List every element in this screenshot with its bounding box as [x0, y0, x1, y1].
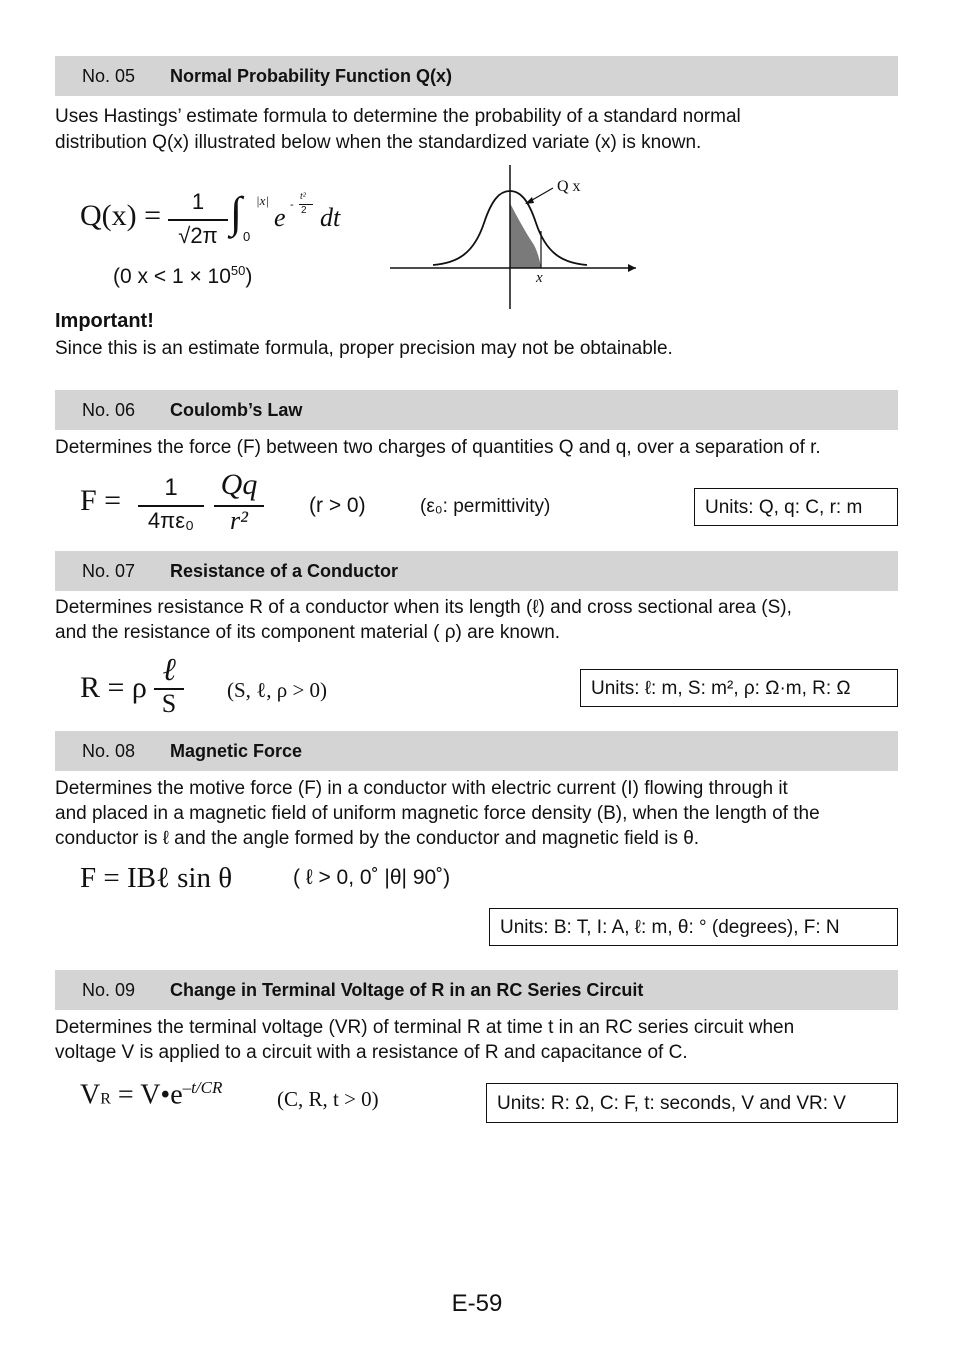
condition: (S, ℓ, ρ > 0): [227, 678, 328, 702]
formula-numerator: 1: [164, 474, 178, 501]
section-header-06: [55, 390, 898, 430]
formula-dt: dt: [320, 203, 341, 232]
formula-mid: = V•e: [110, 1079, 183, 1111]
section-title: Resistance of a Conductor: [170, 561, 399, 581]
formula-lhs: F =: [80, 484, 122, 517]
formula-v: V: [80, 1079, 101, 1111]
integral-lower-limit: 0: [243, 229, 251, 244]
section-title: Normal Probability Function Q(x): [170, 66, 453, 86]
section-number: No. 05: [82, 66, 136, 86]
formula-e: e: [274, 203, 286, 232]
condition: (C, R, t > 0): [277, 1087, 379, 1111]
formula-subscript: R: [100, 1090, 111, 1108]
important-heading: Important!: [55, 310, 154, 332]
formula-denominator: √2π: [178, 223, 218, 248]
formula-denominator: 4πε₀: [147, 508, 195, 533]
formula-lhs: R = ρ: [80, 671, 147, 704]
formula-terminal-voltage: [80, 1078, 222, 1111]
description-line: Determines the motive force (F) in a conductor with electric current (I) flowing through it: [55, 778, 788, 799]
description-line: conductor is ℓ and the angle formed by the conductor and magnetic field is θ.: [55, 828, 700, 849]
important-text: Since this is an estimate formula, proper precision may not be obtainable.: [55, 338, 673, 359]
description-line: Determines the terminal voltage (VR) of terminal R at time t in an RC series circuit when: [55, 1017, 795, 1038]
description-line: and the resistance of its component material ( ρ) are known.: [55, 622, 561, 643]
exponent-denominator: 2: [301, 205, 307, 216]
formula-numerator: ℓ: [162, 651, 176, 687]
section-header-09: [55, 970, 898, 1010]
permittivity-note: (ε₀: permittivity): [420, 496, 551, 517]
section-header-07: [55, 551, 898, 591]
page-number: E-59: [451, 1290, 503, 1317]
exponent-numerator: t²: [300, 191, 306, 202]
units-box: Units: B: T, I: A, ℓ: m, θ: ° (degrees), F: N: [489, 908, 898, 946]
description-line: Determines resistance R of a conductor when its length (ℓ) and cross sectional area (S),: [55, 597, 792, 618]
formula-range: [113, 263, 252, 289]
normal-distribution-graph: [388, 163, 648, 313]
section-title: Change in Terminal Voltage of R in an RC Series Circuit: [170, 980, 644, 1000]
formula-numerator: Qq: [220, 468, 258, 501]
section-header-05: [55, 56, 898, 96]
formula-exponent: –t/CR: [182, 1078, 223, 1097]
integral-sign: ∫: [230, 188, 243, 237]
units-box: Units: ℓ: m, S: m², ρ: Ω·m, R: Ω: [580, 669, 898, 707]
section-number: No. 09: [82, 980, 136, 1000]
formula-magnetic-force: F = IBℓ sin θ: [80, 862, 233, 894]
formula-numerator: 1: [191, 189, 205, 214]
section-header-08: [55, 731, 898, 771]
graph-label-x: x: [536, 270, 543, 286]
section-number: No. 08: [82, 741, 136, 761]
formula-denominator: r²: [230, 506, 248, 535]
range-exponent: 50: [230, 263, 246, 278]
units-box: Units: Q, q: C, r: m: [694, 488, 898, 526]
condition: (r > 0): [309, 494, 366, 517]
section-title: Magnetic Force: [170, 741, 303, 761]
section-number: No. 07: [82, 561, 136, 581]
section-number: No. 06: [82, 400, 136, 420]
description-line: distribution Q(x) illustrated below when the standardized variate (x) is known.: [55, 132, 702, 153]
range-close: ): [245, 265, 253, 288]
condition: ( ℓ > 0, 0˚ |θ| 90˚): [293, 866, 451, 889]
description-line: Determines the force (F) between two charges of quantities Q and q, over a separation of r.: [55, 437, 821, 458]
description-line: Uses Hastings’ estimate formula to determine the probability of a standard normal: [55, 106, 741, 127]
description-line: and placed in a magnetic field of uniform magnetic force density (B), when the length of the: [55, 803, 820, 824]
graph-label-q: Q x: [557, 178, 581, 195]
range-text: (0 x < 1 × 10: [113, 265, 231, 288]
units-box: Units: R: Ω, C: F, t: seconds, V and VR: V: [486, 1083, 898, 1123]
section-title: Coulomb’s Law: [170, 400, 303, 420]
formula-denominator: S: [161, 689, 177, 718]
formula-lhs: Q(x) =: [80, 199, 162, 232]
description-line: voltage V is applied to a circuit with a resistance of R and capacitance of C.: [55, 1042, 688, 1063]
integral-upper-limit: |x|: [256, 193, 269, 208]
